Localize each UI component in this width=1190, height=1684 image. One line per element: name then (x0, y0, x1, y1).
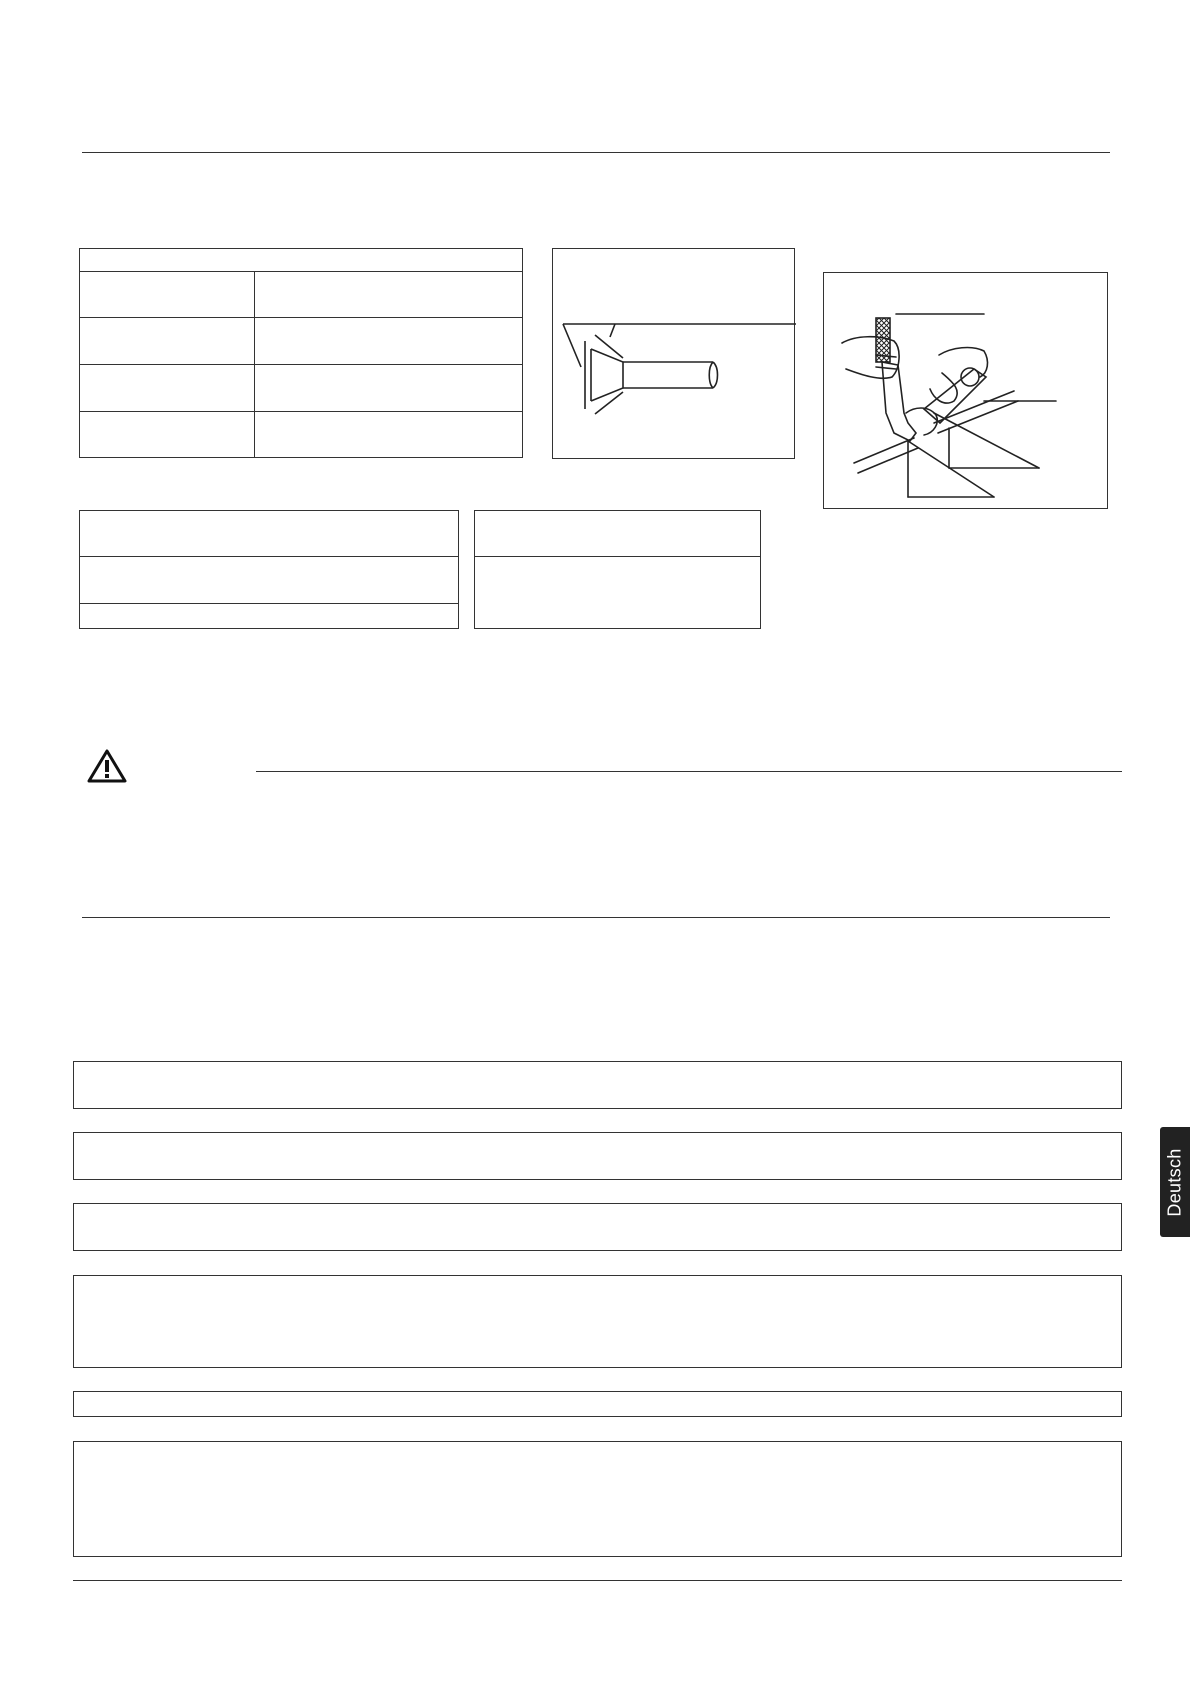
footer-divider (73, 1580, 1122, 1581)
torque-table (474, 510, 761, 629)
note-box-5 (73, 1391, 1122, 1417)
table-row (80, 604, 459, 629)
note-box-2 (73, 1132, 1122, 1180)
table-row (475, 511, 761, 557)
section-divider (82, 917, 1110, 918)
pipe-flare-figure (553, 249, 796, 460)
note-box-6 (73, 1441, 1122, 1557)
tool-table (79, 510, 459, 629)
warning-triangle-icon (86, 748, 128, 784)
table-row (80, 318, 523, 365)
language-tab[interactable] (1160, 1127, 1190, 1237)
table-row (80, 511, 459, 557)
language-tab-label: Deutsch (1164, 1147, 1185, 1217)
wrench-figure-box (823, 272, 1108, 509)
table-row (80, 557, 459, 604)
flare-dimension-table (79, 248, 523, 458)
flare-figure-box (552, 248, 795, 459)
top-divider (82, 152, 1110, 153)
note-box-1 (73, 1061, 1122, 1109)
table-row (475, 557, 761, 629)
note-box-3 (73, 1203, 1122, 1251)
note-box-4 (73, 1275, 1122, 1368)
table-row (80, 272, 523, 318)
caution-divider (256, 771, 1122, 772)
table-row (80, 365, 523, 412)
table-header-row (80, 249, 523, 272)
two-wrench-tightening-figure (824, 273, 1109, 510)
table-row (80, 412, 523, 458)
